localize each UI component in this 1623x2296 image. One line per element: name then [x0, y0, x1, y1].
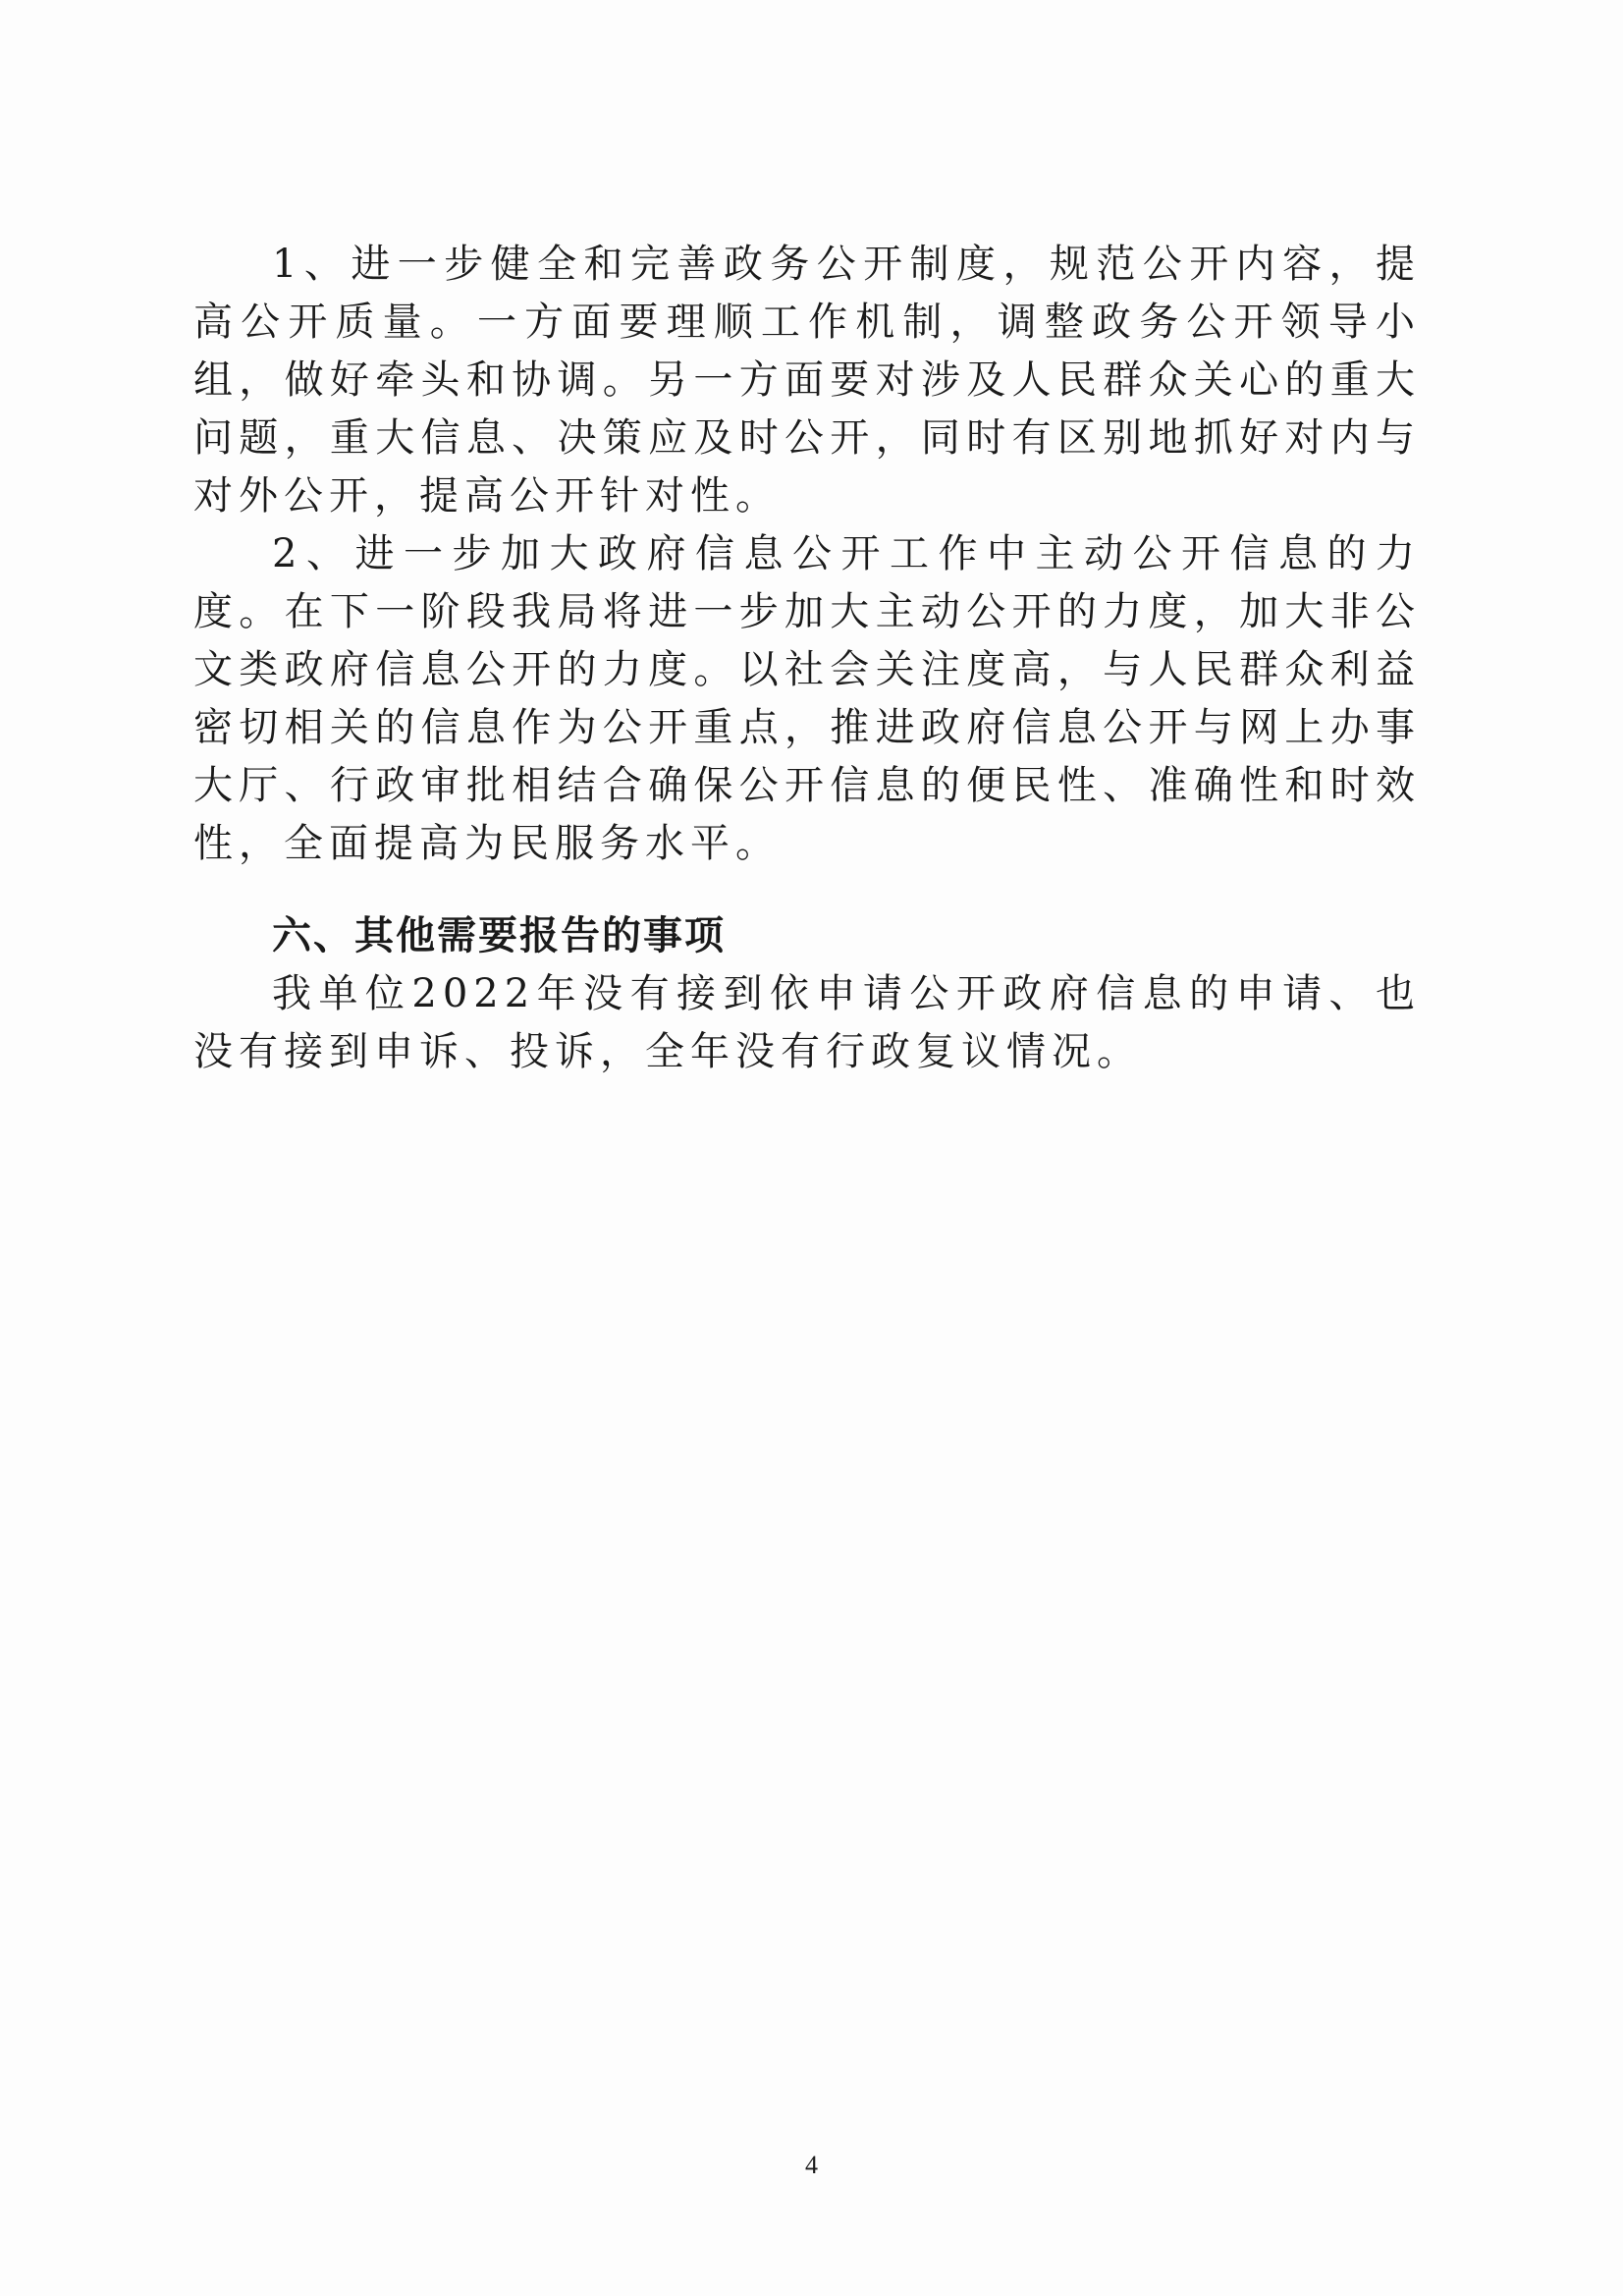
paragraph-other-matters: 我单位2022年没有接到依申请公开政府信息的申请、也没有接到申诉、投诉，全年没有行政复议情况。	[193, 971, 1421, 1074]
section-heading-other-matters: 六、其他需要报告的事项	[272, 913, 726, 958]
page-number: 4	[805, 2151, 818, 2179]
paragraph-improve-disclosure-system: 1、进一步健全和完善政务公开制度，规范公开内容，提高公开质量。一方面要理顺工作机制，调整政务公开领导小组，做好牵头和协调。另一方面要对涉及人民群众关心的重大问题，重大信息、决策应及时公开，同时有区别地抓好对内与对外公开，提高公开针对性。	[193, 242, 1421, 519]
document-body	[193, 236, 1421, 1081]
paragraph-increase-proactive-disclosure: 2、进一步加大政府信息公开工作中主动公开信息的力度。在下一阶段我局将进一步加大主动公开的力度，加大非公文类政府信息公开的力度。以社会关注度高，与人民群众利益密切相关的信息作为公开重点，推进政府信息公开与网上办事大厅、行政审批相结合确保公开信息的便民性、准确性和时效性，全面提高为民服务水平。	[193, 531, 1421, 866]
